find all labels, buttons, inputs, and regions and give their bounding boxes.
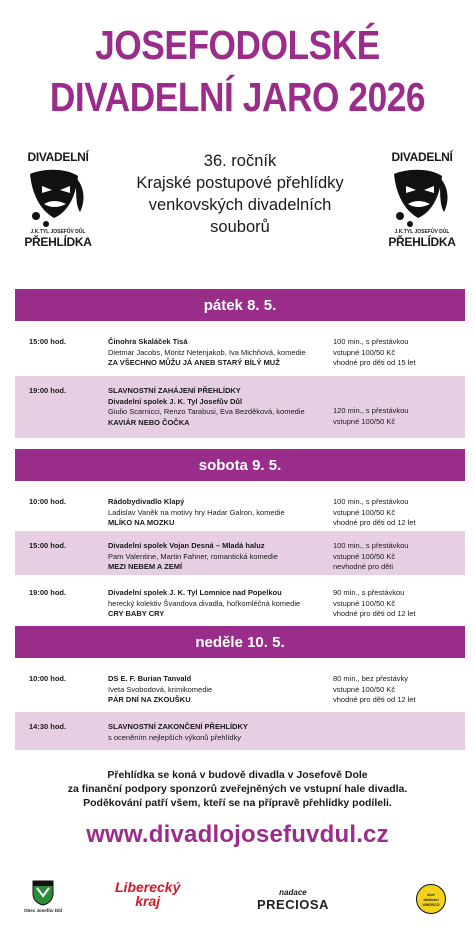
event-play-title: ZA VŠECHNO MŮŽU JÁ ANEB STARÝ BÍLÝ MUŽ: [108, 358, 280, 367]
theatre-mask-icon: [390, 166, 454, 228]
event-details: [108, 337, 338, 369]
sponsor-preciosa: [257, 888, 329, 912]
event-info: [333, 588, 461, 620]
event-authors: Ladislav Vaněk na motivy hry Hadar Galron, komedie: [108, 507, 285, 517]
footer-line: Přehlídka se koná v budově divadla v Josefově Dole: [107, 769, 368, 781]
event-time: 14:30 hod.: [29, 722, 67, 731]
event-company: Divadelní spolek Vojan Desná – Mladá haluz: [108, 541, 265, 550]
event-time: 19:00 hod.: [29, 588, 67, 597]
unesco-line3: UNESCO: [422, 901, 440, 907]
event-authors: Dietmar Jacobs, Moritz Netenjakob, Iva Michňová, komedie: [108, 347, 306, 357]
event-duration: 100 min., s přestávkou: [333, 541, 409, 550]
poster-title-line2: DIVADELNÍ JARO 2026: [49, 74, 426, 120]
event-info: [333, 497, 461, 529]
event-authors: Giulio Scarnicci, Renzo Tarabusi, Eva Bezděková, komedie: [108, 407, 305, 416]
event-age: nevhodné pro děti: [333, 562, 394, 571]
event-price: vstupné 100/50 Kč: [333, 598, 396, 608]
event-play-title: PÁR DNÍ NA ZKOUŠKU: [108, 695, 191, 704]
liberec-line1: Liberecký: [115, 879, 181, 895]
event-row: [15, 376, 465, 438]
event-authors: Iveta Svobodová, krimikomedie: [108, 684, 213, 694]
event-age: vhodné pro děti od 12 let: [333, 518, 416, 527]
event-details: [108, 588, 338, 620]
theatre-mask-icon: [26, 166, 90, 228]
event-info: [333, 406, 461, 427]
event-time: 10:00 hod.: [29, 674, 67, 683]
intro-line: souborů: [210, 218, 270, 236]
event-play-title: CRY BABY CRY: [108, 609, 165, 618]
logo-top-text: DIVADELNÍ: [391, 150, 453, 164]
poster-title-line1: JOSEFODOLSKÉ: [95, 22, 380, 68]
event-price: vstupné 100/50 Kč: [333, 347, 396, 357]
logo-top-text: DIVADELNÍ: [27, 150, 89, 164]
intro-line: venkovských divadelních: [148, 196, 332, 214]
day-header-sunday: neděle 10. 5.: [15, 626, 465, 658]
event-age: vhodné pro děti od 12 let: [333, 609, 416, 618]
footer-line: Poděkování patří všem, kteří se na přípravě přehlídky podíleli.: [83, 797, 392, 809]
logo-bottom-text: PŘEHLÍDKA: [388, 235, 456, 249]
preciosa-name: PRECIOSA: [257, 897, 329, 912]
event-company: Divadelní spolek J. K. Tyl Josefův Důl: [108, 396, 243, 406]
event-age: vhodné pro děti od 15 let: [333, 358, 416, 367]
event-company: Rádobydivadlo Klapý: [108, 497, 185, 506]
intro-line: 36. ročník: [203, 152, 277, 170]
festival-logo-left: [18, 150, 98, 262]
event-row: [15, 664, 465, 710]
event-description: s oceněním nejlepších výkonů přehlídky: [108, 732, 241, 742]
event-duration: 80 min., bez přestávky: [333, 674, 409, 683]
event-price: vstupné 100/50 Kč: [333, 551, 396, 561]
festival-intro: [105, 150, 375, 238]
event-row: [15, 531, 465, 575]
event-details: [108, 541, 338, 573]
event-time: 15:00 hod.: [29, 337, 67, 346]
event-play-title: KAVIÁR NEBO ČOČKA: [108, 417, 190, 427]
event-price: vstupné 100/50 Kč: [333, 507, 396, 517]
logo-small-text: J.K.TYL JOSEFŮV DŮL: [394, 229, 450, 235]
event-play-title: MEZI NEBEM A ZEMÍ: [108, 562, 183, 571]
event-details: [108, 722, 338, 743]
event-ceremony: SLAVNOSTNÍ ZAHÁJENÍ PŘEHLÍDKY: [108, 386, 241, 395]
event-age: vhodné pro děti od 12 let: [333, 695, 416, 704]
event-details: [108, 674, 338, 706]
website-link[interactable]: www.divadlojosefuvdul.cz: [86, 821, 389, 848]
logo-bottom-text: PŘEHLÍDKA: [24, 235, 92, 249]
sponsor-liberecky-kraj: [115, 880, 180, 908]
event-row: [15, 578, 465, 622]
event-row: [15, 327, 465, 373]
sponsor-obec-label: Obec Josefův Důl: [24, 908, 63, 913]
footer-line: za finanční podpory sponzorů zveřejněných ve vstupní hale divadla.: [67, 783, 408, 795]
event-company: Divadelní spolek J. K. Tyl Lomnice nad Popelkou: [108, 588, 282, 597]
unesco-badge-icon: [416, 884, 446, 914]
event-time: 10:00 hod.: [29, 497, 67, 506]
event-duration: 120 min., s přestávkou: [333, 406, 409, 415]
preciosa-nadace: nadace: [279, 888, 307, 897]
coat-of-arms-icon: [32, 880, 54, 906]
event-info: [333, 674, 461, 706]
event-time: 15:00 hod.: [29, 541, 67, 550]
event-ceremony: SLAVNOSTNÍ ZAKONČENÍ PŘEHLÍDKY: [108, 722, 248, 731]
unesco-line1: živé: [427, 891, 435, 897]
sponsor-obec: [24, 880, 62, 913]
event-authors: herecký kolektiv Švandova divadla, hořkomléčná komedie: [108, 598, 301, 608]
event-price: vstupné 100/50 Kč: [333, 684, 396, 694]
day-header-friday: pátek 8. 5.: [15, 289, 465, 321]
event-company: DS E. F. Burian Tanvald: [108, 674, 192, 683]
festival-logo-right: [382, 150, 462, 262]
logo-small-text: J.K.TYL JOSEFŮV DŮL: [30, 229, 86, 235]
sponsor-unesco: [416, 884, 446, 914]
unesco-line2: dědictví: [423, 896, 439, 902]
event-authors: Pam Valentine, Martin Fahner, romantická komedie: [108, 551, 278, 561]
liberec-line2: kraj: [135, 893, 161, 909]
event-info: [333, 337, 461, 369]
event-row: [15, 712, 465, 750]
intro-line: Krajské postupové přehlídky: [136, 174, 344, 192]
event-row: [15, 487, 465, 531]
footer-note: [0, 768, 475, 810]
event-duration: 90 min., s přestávkou: [333, 588, 405, 597]
event-play-title: MLÍKO NA MOZKU: [108, 518, 175, 527]
event-duration: 100 min., s přestávkou: [333, 337, 409, 346]
event-time: 19:00 hod.: [29, 386, 67, 395]
day-header-saturday: sobota 9. 5.: [15, 449, 465, 481]
event-info: [333, 541, 461, 573]
event-duration: 100 min., s přestávkou: [333, 497, 409, 506]
event-details: [108, 497, 338, 529]
event-details: [108, 386, 338, 428]
event-price: vstupné 100/50 Kč: [333, 416, 396, 426]
event-company: Činohra Skaláček Tisá: [108, 337, 188, 346]
